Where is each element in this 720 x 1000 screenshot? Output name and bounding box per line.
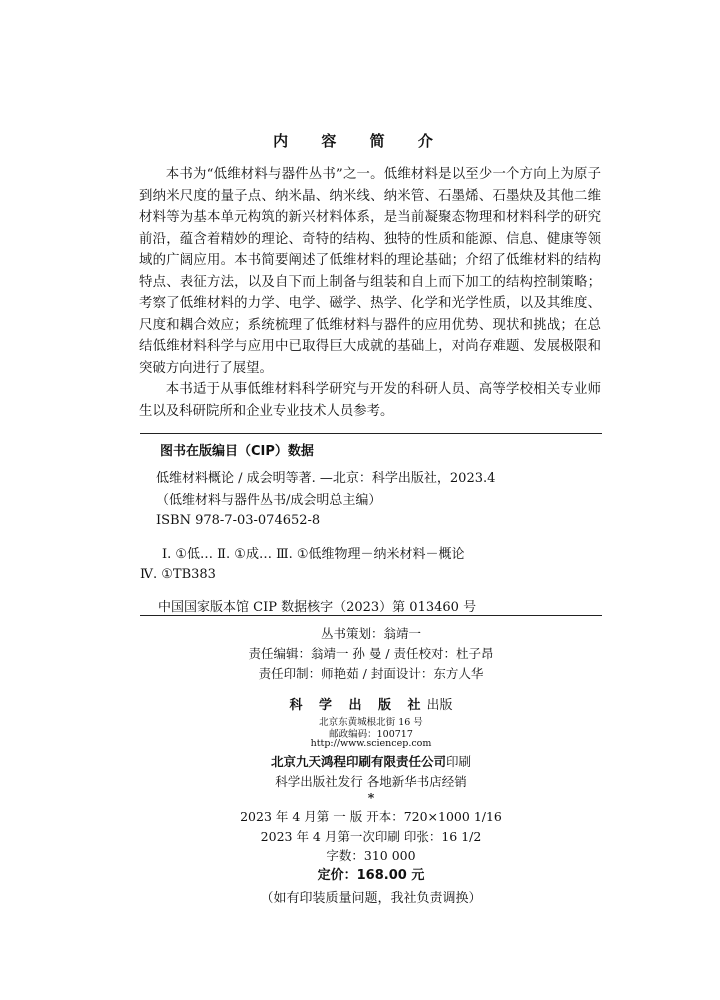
responsible-editors: 责任编辑：翁靖一 孙 曼 / 责任校对：杜子昂 (248, 646, 494, 661)
publisher-name: 科 学 出 版 社 (289, 698, 427, 713)
distribution: 科学出版社发行 各地新华书店经销 (275, 774, 467, 789)
cip-verification: 中国国家版本馆 CIP 数据核字（2023）第 013460 号 (158, 600, 477, 615)
publisher-address: 北京东黄城根北街 16 号 (319, 717, 423, 728)
impression-info: 2023 年 4 月第一次印刷 印张：16 1/2 (260, 829, 482, 844)
printer-name: 北京九天鸿程印刷有限责任公司 (270, 754, 446, 769)
intro-paragraph-1: 本书为“低维材料与器件丛书”之一。低维材料是以至少一个方向上为原子到纳米尺度的量子点、纳米晶、纳米线、纳米管、石墨烯、石墨炔及其他二维材料等为基本单元构筑的新兴材料体系，是当前凝聚态物理和材料科学的研究前沿，蕴含着精妙的理论、奇特的结构、独特的性质和能源、信息、健康等领域的广阔应用。本书简要阐述了低维材料的理论基础；介绍了低维材料的结构特点、表征方法，以及自下而上制备与组装和自上而下加工的结构控制策略；考察了低维材料的力学、电学、磁学、热学、化学和光学性质，以及其维度、尺度和耦合效应；系统梳理了低维材料与器件的应用优势、现状和挑战；在总结低维材料科学与应用中已取得巨大成就的基础上，对尚存难题、发展极限和突破方向进行了展望。 (139, 167, 601, 376)
series-planning: 丛书策划：翁靖一 (320, 626, 421, 641)
price: 定价：168.00 元 (317, 868, 425, 883)
publisher-postcode: 邮政编码：100717 (329, 729, 413, 740)
word-count: 字数：310 000 (326, 848, 416, 863)
cip-bottom-rule (140, 615, 602, 616)
printer-line (140, 751, 602, 770)
publisher-suffix: 出版 (426, 698, 453, 713)
printer-suffix: 印刷 (446, 754, 472, 769)
publisher-line (140, 694, 602, 713)
quality-notice: （如有印装质量问题，我社负责调换） (260, 891, 482, 906)
cip-heading: 图书在版编目（CIP）数据 (160, 444, 314, 459)
edition-info: 2023 年 4 月第 一 版 开本：720×1000 1/16 (240, 809, 502, 824)
cip-classification-2: Ⅳ. ①TB383 (140, 567, 216, 582)
responsible-printing: 责任印制：师艳茹 / 封面设计：东方人华 (258, 666, 484, 681)
publisher-url: http://www.sciencep.com (310, 738, 432, 749)
cip-title-line: 低维材料概论 / 成会明等著. —北京：科学出版社，2023.4 (156, 471, 496, 486)
cip-top-rule (140, 433, 602, 434)
introduction (139, 164, 601, 422)
intro-paragraph-2: 本书适于从事低维材料科学研究与开发的科研人员、高等学校相关专业师生以及科研院所和企业专业技术人员参考。 (139, 382, 601, 419)
cip-isbn: ISBN 978-7-03-074652-8 (156, 513, 321, 528)
cip-series-line: （低维材料与器件丛书/成会明总主编） (156, 493, 382, 508)
separator-star: * (367, 790, 375, 805)
cip-classification-1: Ⅰ. ①低… Ⅱ. ①成… Ⅲ. ①低维物理－纳米材料－概论 (162, 547, 465, 562)
page-title: 内 容 简 介 (273, 132, 447, 150)
